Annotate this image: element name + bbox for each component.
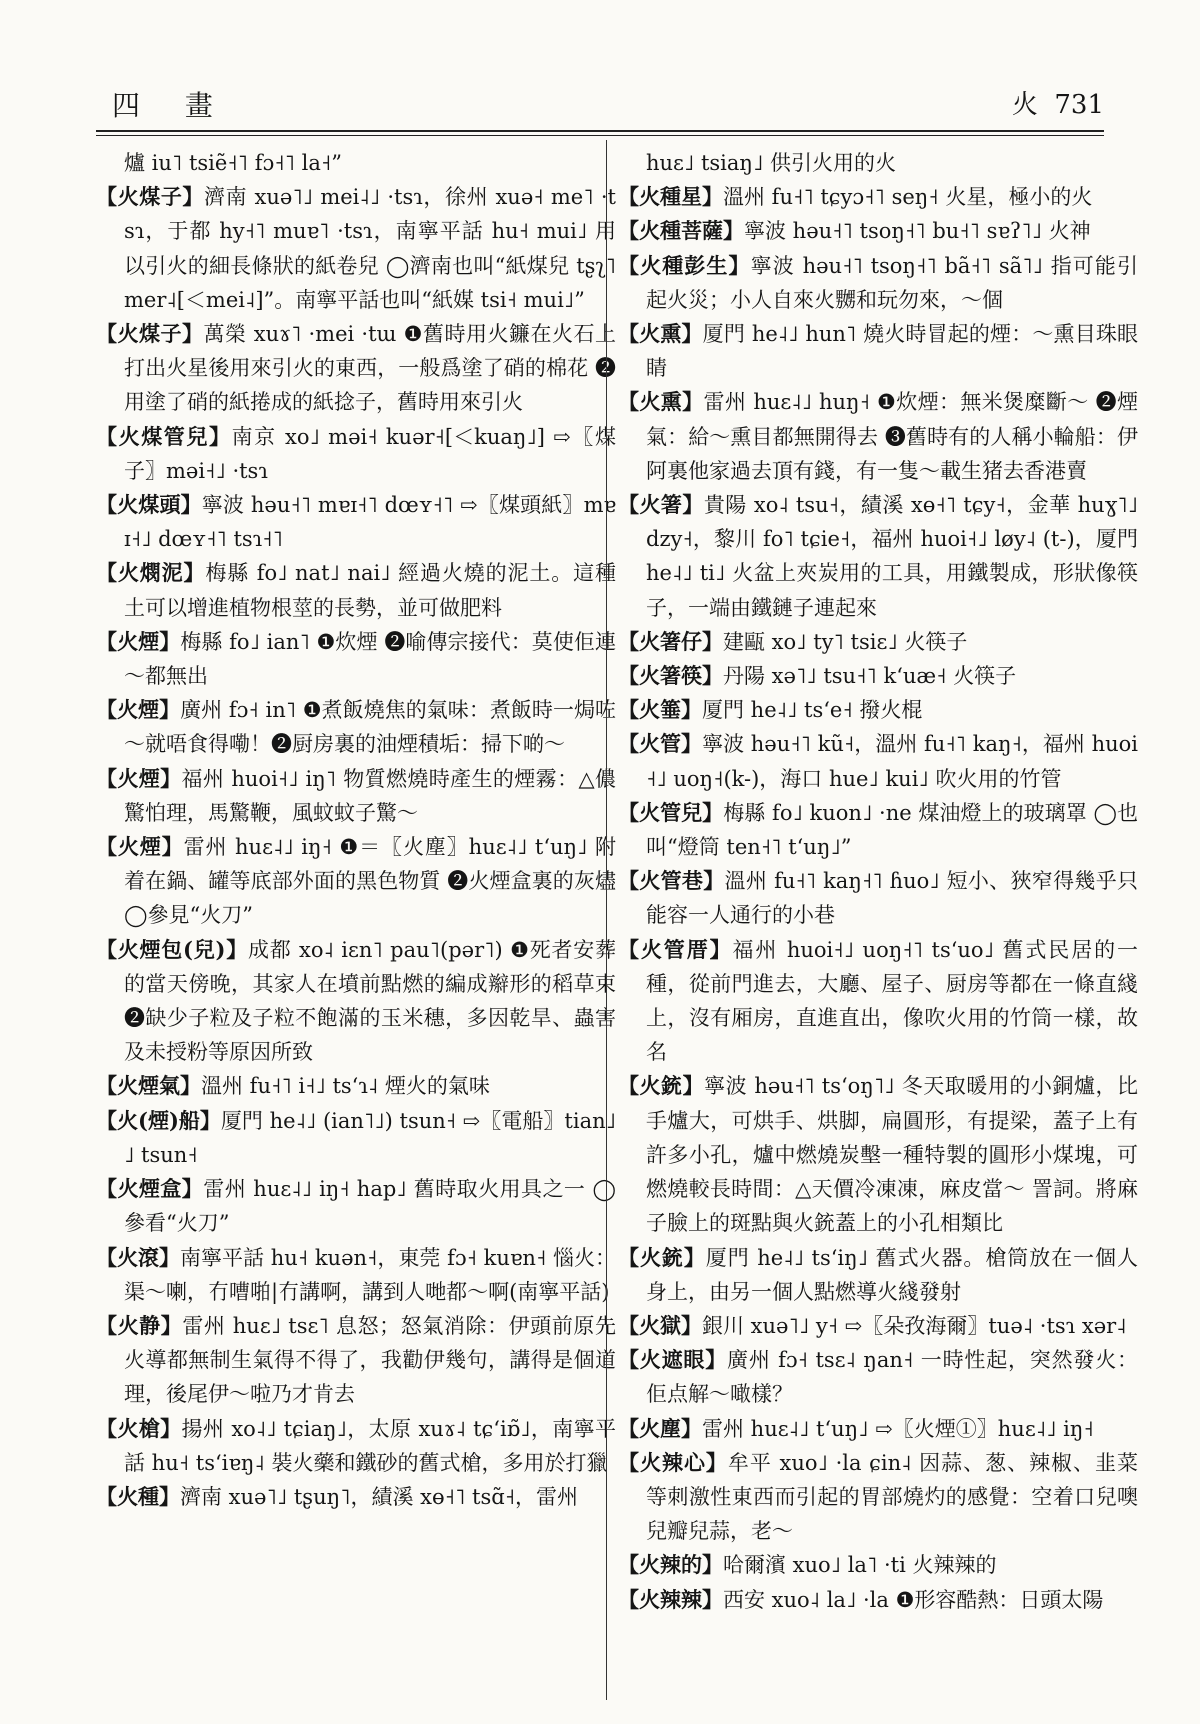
entry-headword: 【火煙包(兒)】	[96, 936, 248, 962]
entry-definition: 建甌 xo˩ ty˥ tsiɛ˩ 火筷子	[723, 629, 968, 654]
column-divider	[606, 140, 607, 1700]
entry-headword: 【火滾】	[96, 1244, 181, 1270]
entry-headword: 【火獄】	[618, 1312, 702, 1338]
dictionary-entry	[618, 1069, 1138, 1240]
entry-definition: 揚州 xo˨˩ tɕiaŋ˩，太原 xuɤ˨ tɕʻiɒ̃˩，南寧平話 hu˧ tsʻiɐŋ˨ 裝火藥和鐵砂的舊式槍，多用於打獵	[124, 1416, 616, 1475]
entry-definition: 福州 huoi˧˩ iŋ˥ 物質燃燒時產生的煙霧：△儂驚怕理，馬驚鞭，風蚊蚊子驚～	[124, 766, 616, 825]
entry-definition: huɛ˩ tsiaŋ˩ 供引火用的火	[646, 151, 896, 175]
entry-definition: 雷州 huɛ˨˩ iŋ˧ ❶＝〖火塵〗huɛ˨˩ tʻuŋ˩ 附着在鍋、罐等底部外面的黑色物質 ❷火煙盒裏的灰燼 ◯參見“火刀”	[124, 835, 616, 928]
dictionary-entry	[618, 693, 1138, 727]
dictionary-entry	[96, 1412, 616, 1480]
entry-definition: 梅縣 fo˩ ian˥ ❶炊煙 ❷喻傳宗接代：莫使佢連～都無出	[124, 629, 617, 689]
entry-definition: 濟南 xuə˥˩ mei˨˩ ·tsɿ，徐州 xuə˧ me˥ ·tsɿ，于都 hy˧˥ muɐ˥ ·tsɿ，南寧平話 hu˧ mui˩ 用以引火的細長條狀的紙卷兒 ◯濟南也叫“紙煤兒 tʂʅ˥ mer˨[＜mei˨]”。南寧平話也叫“紙媒 tsi˧ mui˩”	[124, 185, 616, 312]
entry-headword: 【火(煙)船】	[96, 1107, 221, 1133]
dictionary-entry	[618, 249, 1138, 317]
dictionary-entry	[618, 1446, 1138, 1549]
entry-definition: 貴陽 xo˨ tsu˧，績溪 xɵ˧˥ tɕy˧，金華 huɣ˥˩ dzy˧，黎川 fo˥ tɕie˧，福州 huoi˧˩ løy˨ (t-)，厦門 he˨˩ ti˩ 火盆上夾炭用的工具，用鐵製成，形狀像筷子，一端由鐵鏈子連起來	[646, 493, 1139, 620]
entry-definition: 萬榮 xuɤ˥ ·mei ·tɯ ❶舊時用火鐮在火石上打出火星後用來引火的東西，一般爲塗了硝的棉花 ❷用塗了硝的紙捲成的紙捻子，舊時用來引火	[124, 322, 617, 415]
dictionary-entry	[96, 146, 616, 180]
entry-definition: 爐 iu˥ tsiẽ˧˥ fɔ˧˥ la˧”	[124, 151, 342, 175]
entry-headword: 【火箠】	[618, 697, 702, 723]
dictionary-entry	[96, 420, 616, 488]
entry-headword: 【火熏】	[618, 321, 703, 347]
entry-headword: 【火種菩薩】	[618, 218, 744, 244]
entry-headword: 【火箸筷】	[618, 663, 723, 689]
entry-headword: 【火塵】	[618, 1415, 702, 1441]
dictionary-entry	[96, 830, 616, 933]
entry-headword: 【火種】	[96, 1483, 180, 1509]
entry-definition: 寧波 həu˧˥ mɐɪ˧˥ dœʏ˧˥ ⇨〖煤頭紙〗mɐɪ˧˩ dœʏ˧˥ tsɿ˧˥	[124, 493, 616, 552]
entry-definition: 寧波 həu˧˥ kũ˧，溫州 fu˧˥ kaŋ˧，福州 huoi˧˩ uoŋ˧(k-)，海口 hue˩ kui˩ 吹火用的竹管	[646, 732, 1139, 791]
entry-headword: 【火箸】	[618, 492, 704, 518]
entry-headword: 【火静】	[96, 1312, 183, 1338]
dictionary-entry	[618, 864, 1138, 932]
dictionary-entry	[96, 556, 616, 624]
dictionary-entry	[96, 625, 616, 693]
dictionary-entry	[618, 180, 1138, 214]
dictionary-entry	[96, 1241, 616, 1309]
entry-headword: 【火煙】	[96, 834, 184, 860]
dictionary-entry	[618, 1583, 1138, 1617]
entry-headword: 【火煤子】	[96, 184, 205, 210]
dictionary-entry	[618, 1343, 1138, 1411]
entry-definition: 牟平 xuo˩ ·la ɕin˨ 因蒜、葱、辣椒、韭菜等刺激性東西而引起的胃部燒灼的感覺：空着口兒噢兒瓣兒蒜，老～	[646, 1450, 1139, 1544]
dictionary-entry	[96, 1104, 616, 1172]
dictionary-entry	[618, 317, 1138, 385]
entry-definition: 厦門 he˨˩ tsʻiŋ˩ 舊式火器。槍筒放在一個人身上，由另一個人點燃導火綫發射	[646, 1245, 1138, 1304]
entry-headword: 【火辣的】	[618, 1552, 723, 1578]
entry-definition: 厦門 he˨˩ (ian˥˩) tsun˧ ⇨〖電船〗tian˩˩ tsun˧	[124, 1108, 616, 1167]
entry-definition: 溫州 fu˧˥ i˧˩ tsʻɿ˨ 煙火的氣味	[201, 1074, 490, 1099]
dictionary-entry	[618, 1548, 1138, 1582]
entry-headword: 【火煤管兒】	[96, 423, 232, 449]
section-header: 四 畫	[112, 89, 231, 122]
entry-headword: 【火遮眼】	[618, 1347, 728, 1373]
dictionary-entry	[618, 385, 1138, 488]
entry-definition: 雷州 huɛ˨˩ iŋ˧ hap˩ 舊時取火用具之一 ◯參看“火刀”	[124, 1177, 617, 1236]
entry-headword: 【火煙】	[96, 697, 181, 723]
entry-definition: 哈爾濱 xuo˩ la˥ ·ti 火辣辣的	[723, 1553, 997, 1578]
entry-headword: 【火銃】	[618, 1073, 705, 1099]
entry-headword: 【火種星】	[618, 184, 723, 210]
entry-headword: 【火煙氣】	[96, 1073, 201, 1099]
dictionary-entry	[618, 214, 1138, 248]
left-column	[96, 146, 616, 1514]
entry-headword: 【火管厝】	[618, 936, 733, 962]
entry-headword: 【火箸仔】	[618, 628, 723, 654]
entry-definition: 寧波 həu˧˥ tsoŋ˧˥ bã˧˥ sã˥˩ 指可能引起火災；小人自來火嬲和玩勿來，～個	[646, 253, 1138, 312]
entry-definition: 銀川 xuə˥˩ y˧ ⇨〖朵孜海爾〗tuə˨ ·tsɿ xər˨	[702, 1313, 1127, 1338]
dictionary-entry	[96, 1069, 616, 1103]
entry-definition: 厦門 he˨˩ hun˥ 燒火時冒起的煙：～熏目珠眼睛	[646, 322, 1139, 381]
entry-definition: 雷州 huɛ˨˩ tʻuŋ˩ ⇨〖火煙①〗huɛ˨˩ iŋ˧	[702, 1416, 1094, 1441]
entry-headword: 【火煙】	[96, 628, 181, 654]
dictionary-entry	[96, 1480, 616, 1514]
entry-headword: 【火管】	[618, 731, 703, 757]
entry-headword: 【火辣辣】	[618, 1586, 723, 1612]
dictionary-entry	[618, 933, 1138, 1070]
dictionary-entry	[96, 1309, 616, 1412]
entry-definition: 福州 huoi˧˩ uoŋ˧˥ tsʻuo˩ 舊式民居的一種，從前門進去，大廳、屋子、厨房等都在一條直綫上，沒有厢房，直進直出，像吹火用的竹筒一樣，故名	[646, 937, 1138, 1065]
entry-definition: 梅縣 fo˩ kuon˩ ·ne 煤油燈上的玻璃罩 ◯也叫“燈筒 ten˧˥ tʻuŋ˩”	[646, 800, 1139, 860]
entry-definition: 雷州 huɛ˩ tsɛ˥ 息怒；怒氣消除：伊頭前原先火導都無制生氣得不得了，我勸伊幾句，講得是個道理，後尾伊～啦乃才肯去	[124, 1313, 617, 1407]
entry-headword: 【火煤頭】	[96, 492, 202, 518]
entry-headword: 【火熏】	[618, 389, 704, 415]
dictionary-entry	[96, 180, 616, 317]
dictionary-entry	[96, 1172, 616, 1240]
page-header-char-number: 火 731	[1011, 90, 1104, 120]
entry-headword: 【火槍】	[96, 1415, 182, 1441]
dictionary-entry	[618, 796, 1138, 864]
dictionary-entry	[618, 625, 1138, 659]
entry-definition: 雷州 huɛ˨˩ huŋ˧ ❶炊煙：無米煲糜斷～ ❷煙氣：給～熏目都無開得去 ❸舊時有的人稱小輪船：伊阿裏他家過去頂有錢，有一隻～載生猪去香港賣	[646, 390, 1139, 483]
dictionary-entry	[618, 1241, 1138, 1309]
dictionary-entry	[96, 317, 616, 420]
entry-definition: 寧波 həu˧˥ tsoŋ˧˥ bu˧˥ sɐʔ˥˩ 火神	[744, 219, 1091, 244]
entry-definition: 南京 xo˩ məi˧ kuər˧[＜kuaŋ˩] ⇨〖煤子〗məi˧˩ ·tsɿ	[124, 424, 616, 483]
entry-headword: 【火煙盒】	[96, 1176, 204, 1202]
entry-definition: 成都 xo˨ iɛn˥ pau˥(pər˥) ❶死者安葬的當天傍晚，其家人在墳前點燃的編成辮形的稻草束 ❷缺少子粒及子粒不飽滿的玉米穗，多因乾旱、蟲害及未授粉等原因所致	[124, 937, 616, 1065]
dictionary-entry	[618, 1412, 1138, 1446]
dictionary-entry	[618, 1309, 1138, 1343]
entry-definition: 梅縣 fo˩ nat˩ nai˩ 經過火燒的泥土。這種土可以增進植物根莖的長勢，並可做肥料	[124, 561, 616, 620]
dictionary-entry	[96, 488, 616, 556]
dictionary-entry	[96, 933, 616, 1070]
entry-definition: 濟南 xuə˥˩ tʂuŋ˥，績溪 xɵ˧˥ tsɑ̃˧，雷州	[180, 1484, 579, 1509]
dictionary-entry	[618, 146, 1138, 180]
right-column	[618, 146, 1138, 1617]
entry-definition: 溫州 fu˧˥ kaŋ˧˥ ɦuo˩ 短小、狹窄得幾乎只能容一人通行的小巷	[646, 869, 1138, 928]
header-rule	[96, 130, 1104, 136]
entry-headword: 【火燘泥】	[96, 560, 206, 586]
dictionary-entry	[618, 488, 1138, 625]
dictionary-entry	[96, 693, 616, 761]
entry-definition: 寧波 həu˧˥ tsʻoŋ˥˩ 冬天取暖用的小銅爐，比手爐大，可烘手、烘脚，扁圓形，有提梁，蓋子上有許多小孔，爐中燃燒炭墼一種特製的圓形小煤塊，可燃燒較長時間：△天價冷凍凍，麻皮當～ 詈詞。將麻子臉上的斑點與火銃蓋上的小孔相類比	[646, 1074, 1138, 1236]
dictionary-entry	[618, 659, 1138, 693]
entry-definition: 厦門 he˨˩ tsʻe˧ 撥火棍	[702, 698, 923, 723]
entry-definition: 溫州 fu˧˥ tɕyɔ˧˥ seŋ˧ 火星，極小的火	[723, 185, 1093, 210]
entry-headword: 【火煙】	[96, 765, 182, 791]
entry-headword: 【火煤子】	[96, 321, 204, 347]
entry-headword: 【火種彭生】	[618, 252, 751, 278]
entry-headword: 【火銃】	[618, 1244, 706, 1270]
entry-definition: 丹陽 xə˥˩ tsu˧˥ kʻuæ˧ 火筷子	[723, 664, 1017, 689]
entry-headword: 【火辣心】	[618, 1449, 728, 1475]
entry-definition: 廣州 fɔ˧ in˥ ❶煮飯燒焦的氣味：煮飯時一焗咗～就唔食得嘞！❷厨房裏的油煙積垢：掃下啲～	[124, 698, 617, 757]
dictionary-entry	[618, 727, 1138, 795]
entry-definition: 廣州 fɔ˧ tsɛ˨ ŋan˧ 一時性起，突然發火：佢点解～噉樣？	[646, 1348, 1139, 1407]
dictionary-entry	[96, 762, 616, 830]
entry-definition: 南寧平話 hu˧ kuən˧，東莞 fɔ˧ kuɐn˧ 惱火：渠～喇，冇嘈啪|冇講啊，講到人哋都～啊(南寧平話)	[124, 1245, 616, 1304]
entry-headword: 【火管兒】	[618, 799, 724, 825]
entry-definition: 西安 xuo˨ la˩ ·la ❶形容酷熱：日頭太陽	[723, 1587, 1104, 1612]
entry-headword: 【火管巷】	[618, 868, 725, 894]
